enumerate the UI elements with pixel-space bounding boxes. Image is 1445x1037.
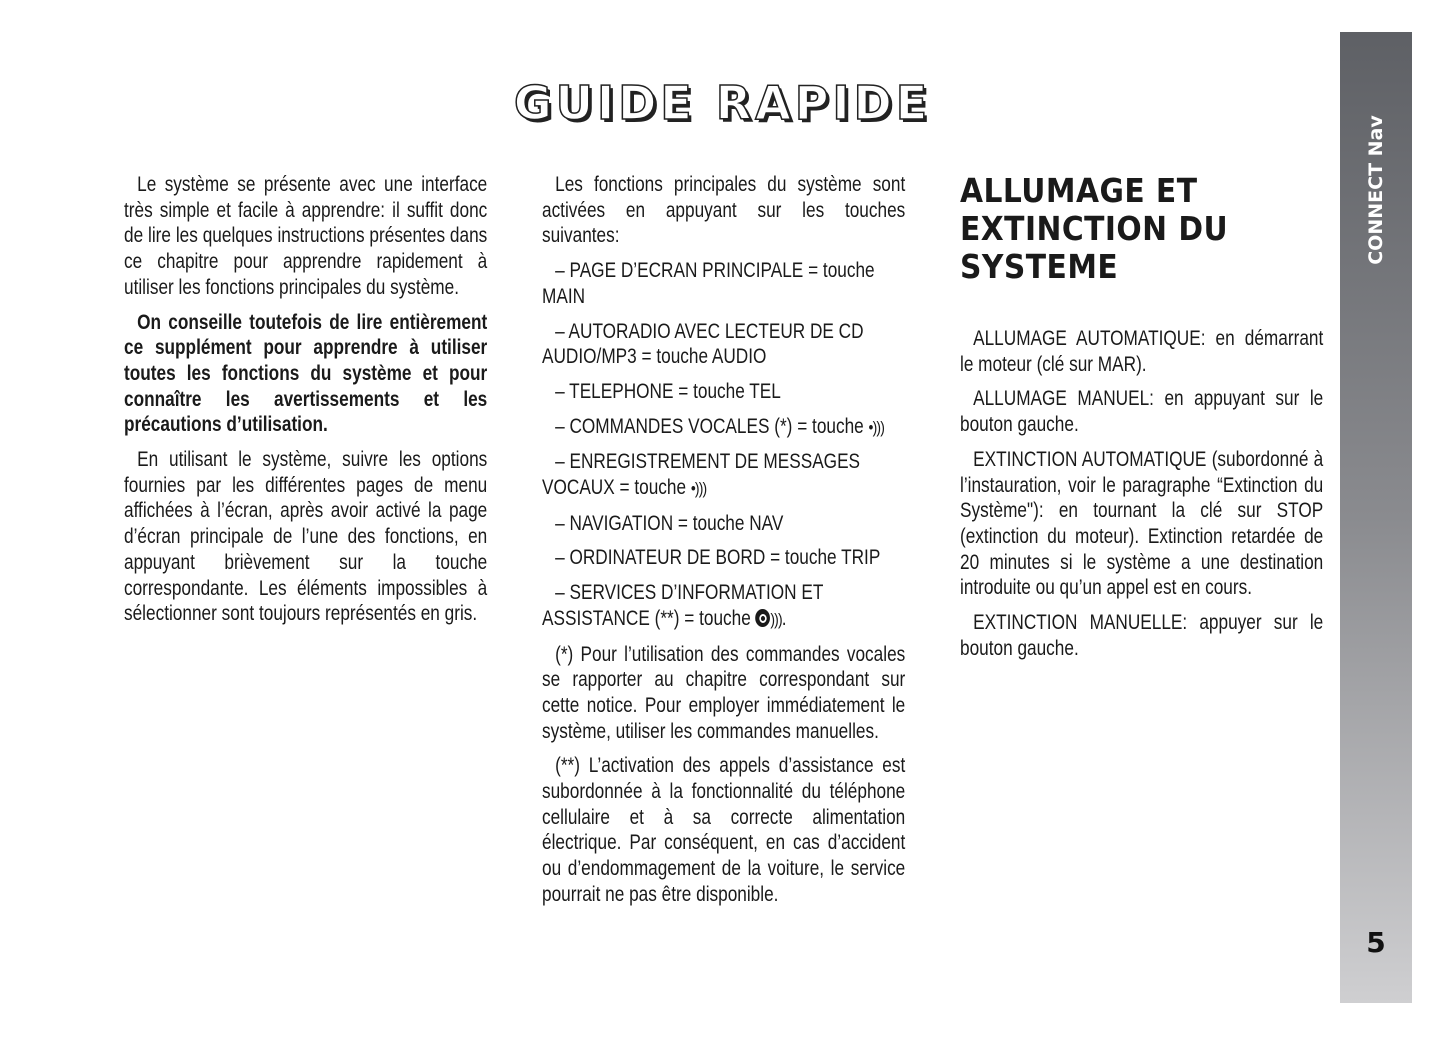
page-title: GUIDE RAPIDE <box>513 76 932 130</box>
paragraph: ALLUMAGE AUTOMATIQUE: en démarrant le moteur (clé sur MAR). <box>960 327 1324 376</box>
section-heading: ALLUMAGE ET EXTINCTION DU SYSTEME <box>960 171 1229 286</box>
item-text: – TELEPHONE = touche TEL <box>555 379 781 403</box>
item-text: – NAVIGATION = touche NAV <box>555 511 784 535</box>
list-item <box>542 580 905 632</box>
item-text: – COMMANDES VOCALES (*) = touche <box>555 414 869 438</box>
footnote: (**) L’activation des appels d’assistance est subordonnée à la fonctionnalité du téléphone cellulaire et à sa correcte alimentation électrique. Par conséquent, en cas d’accident ou d’endommagement de la voiture, le service pourrait ne pas être disponible. <box>542 754 906 906</box>
item-text: – SERVICES D’INFORMATION ET ASSISTANCE (**) = touche <box>542 581 824 630</box>
list-item <box>542 258 905 309</box>
side-tab-label: CONNECT Nav <box>1365 115 1387 265</box>
footnote: (*) Pour l’utilisation des commandes vocales se rapporter au chapitre correspondant sur cette notice. Pour employer immédiatement le système, utiliser les commandes manuelles. <box>542 642 906 743</box>
paragraph: En utilisant le système, suivre les options fournies par les différentes pages de menu affichées à l’écran, après avoir activé la page d’écran principale de l’une des fonctions, en appuyant brièvement sur la touche correspondante. Les éléments impossibles à sélectionner sont toujours représentés en gris. <box>124 448 488 626</box>
list-item <box>542 511 905 537</box>
column-right <box>960 172 1323 670</box>
item-text: – PAGE D’ECRAN PRINCIPALE = touche MAIN <box>542 259 875 308</box>
signal-waves-icon: ))) <box>770 609 782 629</box>
item-suffix: . <box>781 606 787 630</box>
list-item <box>542 379 905 405</box>
list-item <box>542 319 905 370</box>
item-text: – ENREGISTREMENT DE MESSAGES VOCAUX = touche <box>542 450 861 500</box>
item-text: – AUTORADIO AVEC LECTEUR DE CD AUDIO/MP3 = touche AUDIO <box>542 319 864 369</box>
column-middle <box>542 172 905 917</box>
list-item <box>542 545 905 571</box>
paragraph: EXTINCTION MANUELLE: appuyer sur le bouton gauche. <box>960 611 1324 660</box>
paragraph: Le système se présente avec une interface très simple et facile à apprendre: il suffit donc de lire les quelques instructions présentes dans ce chapitre pour apprendre rapidement à utiliser les fonctions principales du système. <box>124 173 488 299</box>
list-item <box>542 449 905 501</box>
item-text: – ORDINATEUR DE BORD = touche TRIP <box>555 546 881 570</box>
column-left <box>124 172 487 636</box>
warning-paragraph: On conseille toutefois de lire entièrement ce supplément pour apprendre à utiliser toutes les fonctions du système et pour connaître les avertissements et les précautions d’utilisation. <box>124 310 488 437</box>
assistance-icon <box>756 609 771 627</box>
paragraph: EXTINCTION AUTOMATIQUE (subordonné à l’instauration, voir le paragraphe “Extinction du Système"): en tournant la clé sur STOP (extinction du moteur). Extinction retardée de 20 minutes si le système a une destination introduite ou qu’un appel est en cours. <box>960 447 1324 600</box>
paragraph: ALLUMAGE MANUEL: en appuyant sur le bouton gauche. <box>960 387 1324 437</box>
voice-command-icon: •))) <box>868 417 885 437</box>
page-number: 5 <box>1366 926 1386 959</box>
list-item <box>542 414 905 441</box>
paragraph: Les fonctions principales du système sont activées en appuyant sur les touches suivantes: <box>542 173 906 248</box>
voice-command-icon: •))) <box>690 479 707 499</box>
